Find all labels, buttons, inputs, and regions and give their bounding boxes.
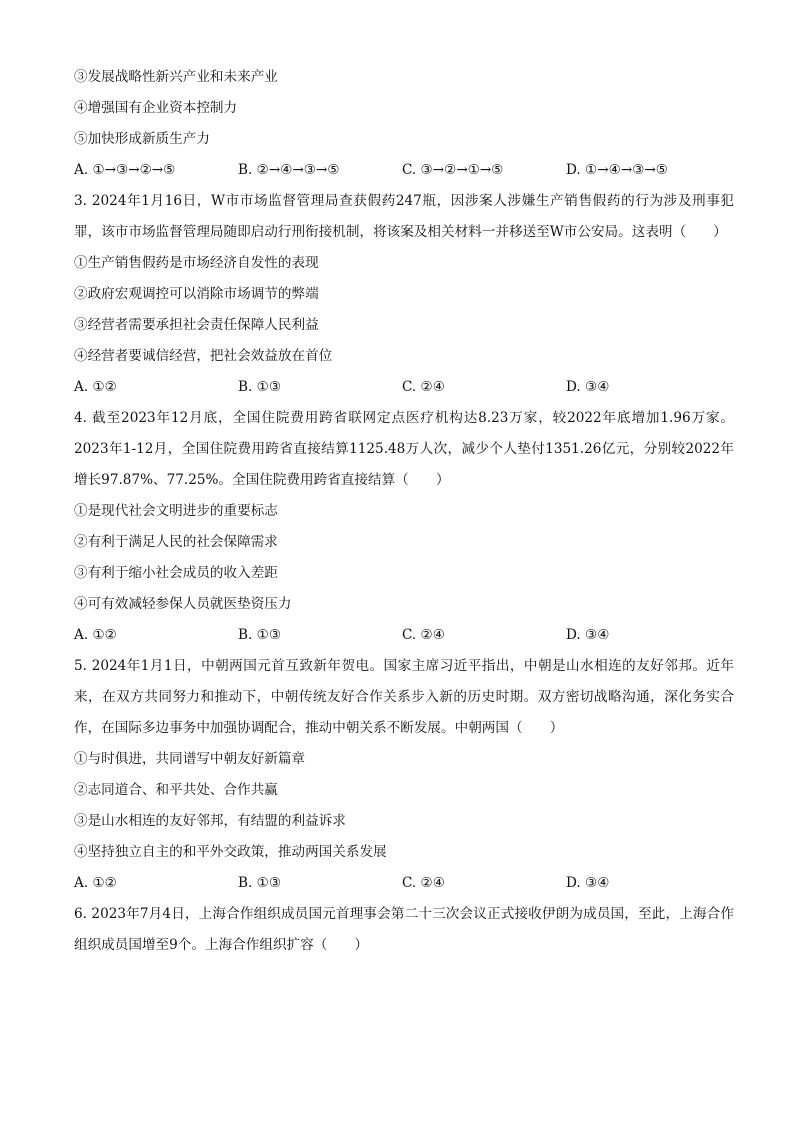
question-6 (74, 899, 734, 961)
choice-item: ②志同道合、和平共处、合作共赢 (74, 782, 278, 798)
choice-item: ①生产销售假药是市场经济自发性的表现 (74, 255, 319, 271)
answer-options (74, 620, 734, 651)
option-d: D. ③④ (566, 627, 610, 643)
choice-item: ④增强国有企业资本控制力 (74, 100, 238, 116)
choice-item: ③发展战略性新兴产业和未来产业 (74, 69, 278, 85)
question-3 (74, 186, 734, 403)
option-d: D. ①→④→③→⑤ (566, 162, 668, 178)
choice-item: ③有利于缩小社会成员的收入差距 (74, 565, 278, 581)
choice-item: ②有利于满足人民的社会保障需求 (74, 534, 278, 550)
option-a: A. ①② (74, 379, 117, 395)
choice-item: ④经营者要诚信经营，把社会效益放在首位 (74, 348, 333, 364)
choice-item: ①是现代社会文明进步的重要标志 (74, 503, 278, 519)
option-b: B. ①③ (238, 379, 282, 395)
question-stem: 4. 截至2023年12月底，全国住院费用跨省联网定点医疗机构达8.23万家，较2022年底增加1.96万家。2023年1-12月，全国住院费用跨省直接结算1125.48万人次，减少个人垫付1351.26亿元，分别较2022年增长97.87%、77.25%。全国住院费用跨省直接结算（ ） (74, 410, 734, 488)
question-4 (74, 403, 734, 651)
answer-options (74, 155, 734, 186)
option-c: C. ③→②→①→⑤ (402, 162, 504, 178)
question-stem: 5. 2024年1月1日，中朝两国元首互致新年贺电。国家主席习近平指出，中朝是山水相连的友好邻邦。近年来，在双方共同努力和推动下，中朝传统友好合作关系步入新的历史时期。双方密切战略沟通，深化务实合作，在国际多边事务中加强协调配合，推动中朝关系不断发展。中朝两国（ ） (74, 658, 734, 736)
option-b: B. ①③ (238, 627, 282, 643)
option-c: C. ②④ (402, 379, 445, 395)
option-c: C. ②④ (402, 875, 445, 891)
option-b: B. ①③ (238, 875, 282, 891)
option-d: D. ③④ (566, 875, 610, 891)
answer-options (74, 868, 734, 899)
option-a: A. ①② (74, 875, 117, 891)
option-d: D. ③④ (566, 379, 610, 395)
choice-item: ②政府宏观调控可以消除市场调节的弊端 (74, 286, 319, 302)
choice-item: ③经营者需要承担社会责任保障人民利益 (74, 317, 319, 333)
option-c: C. ②④ (402, 627, 445, 643)
question-stem: 3. 2024年1月16日，W市市场监督管理局查获假药247瓶，因涉案人涉嫌生产销售假药的行为涉及刑事犯罪，该市市场监督管理局随即启动行刑衔接机制，将该案及相关材料一并移送至W市公安局。这表明（ ） (74, 193, 734, 240)
choice-item: ⑤加快形成新质生产力 (74, 131, 210, 147)
option-b: B. ②→④→③→⑤ (238, 162, 340, 178)
exam-page (74, 62, 734, 961)
choice-item: ③是山水相连的友好邻邦，有结盟的利益诉求 (74, 813, 346, 829)
question-5 (74, 651, 734, 899)
choice-item: ④坚持独立自主的和平外交政策，推动两国关系发展 (74, 844, 387, 860)
question-2-continued (74, 62, 734, 186)
option-a: A. ①→③→②→⑤ (74, 162, 176, 178)
choice-item: ①与时俱进，共同谱写中朝友好新篇章 (74, 751, 306, 767)
choice-item: ④可有效减轻参保人员就医垫资压力 (74, 596, 292, 612)
question-stem: 6. 2023年7月4日，上海合作组织成员国元首理事会第二十三次会议正式接收伊朗为成员国，至此，上海合作组织成员国增至9个。上海合作组织扩容（ ） (74, 906, 734, 953)
option-a: A. ①② (74, 627, 117, 643)
answer-options (74, 372, 734, 403)
